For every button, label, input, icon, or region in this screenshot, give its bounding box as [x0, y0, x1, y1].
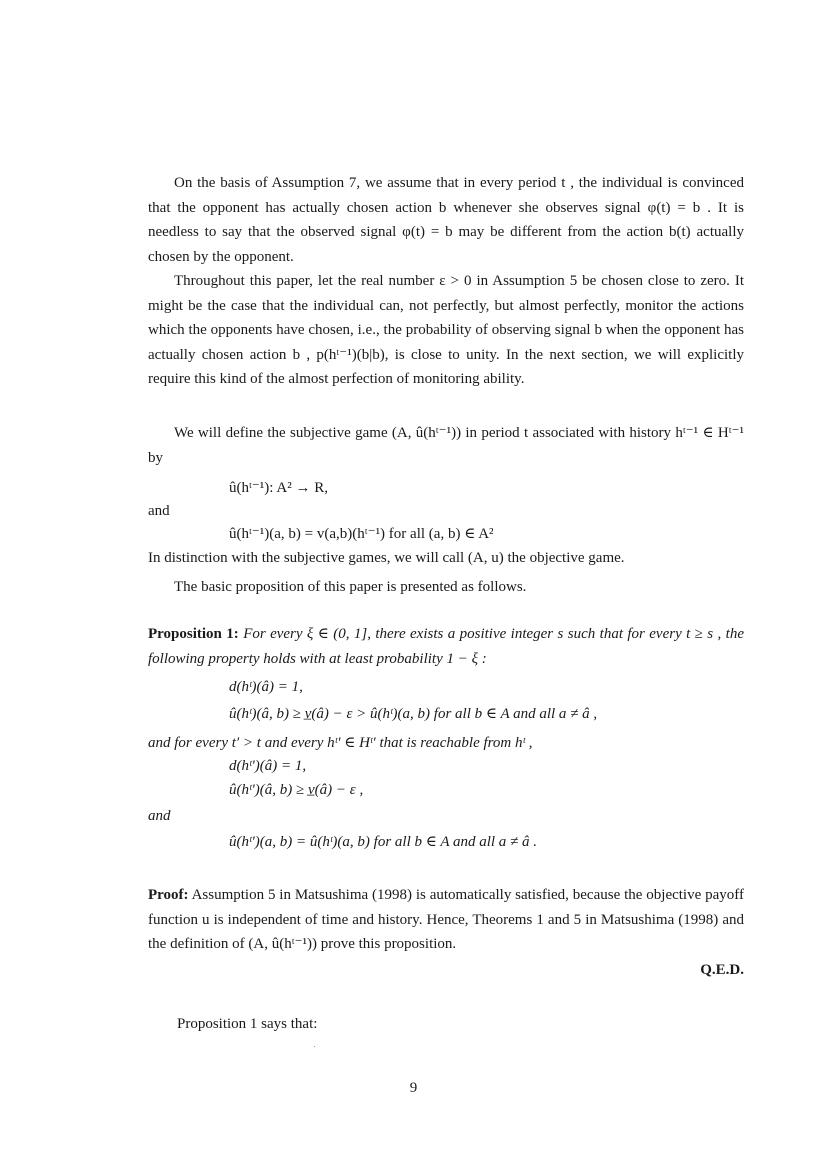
equation-utility-definition: û(hᵗ⁻¹)(a, b) = v(a,b)(hᵗ⁻¹) for all (a, b) ∈ A² [229, 526, 494, 542]
paragraph-proposition-summary: Proposition 1 says that: [177, 1016, 318, 1032]
proposition-continuation: and for every t′ > t and every hᵗ′ ∈ Hᵗ′ that is reachable from hᵗ , [148, 735, 533, 751]
proposition-equation-2: û(hᵗ)(â, b) ≥ v̲(â) − ε > û(hᵗ)(a, b) for all b ∈ A and all a ≠ â , [229, 706, 598, 722]
paragraph-assumption-7: On the basis of Assumption 7, we assume that in every period t , the individual is convinced that the opponent has actually chosen action b whenever she observes signal φ(t) = b . It is needless to say that the observed signal φ(t) = b may be different from the action b(t) actually chosen by the opponent. [148, 175, 744, 265]
paragraph-monitoring: Throughout this paper, let the real number ε > 0 in Assumption 5 be chosen close to zero. It might be the case that the individual can, not perfectly, but almost perfectly, monitor the actions which the opponents have chosen, i.e., the probability of observing signal b when the opponent has actually chosen action b , p(hᵗ⁻¹)(b|b), is close to unity. In the next section, we will explicitly require this kind of the almost perfection of monitoring ability. [148, 273, 744, 387]
proposition-and: and [148, 808, 171, 824]
paragraph-basic-proposition: The basic proposition of this paper is presented as follows. [174, 579, 527, 595]
proof-label: Proof: [148, 887, 189, 903]
proposition-equation-5: û(hᵗ′)(a, b) = û(hᵗ)(a, b) for all b ∈ A and all a ≠ â . [229, 834, 538, 850]
proof-text: Assumption 5 in Matsushima (1998) is automatically satisfied, because the objective payoff function u is independent of time and history. Hence, Theorems 1 and 5 in Matsushima (1998) and the definition of (A, û(hᵗ⁻¹)) prove this proposition. [148, 887, 744, 952]
paragraph-objective-game: In distinction with the subjective games, we will call (A, u) the objective game. [148, 550, 625, 566]
stray-mark [314, 1046, 315, 1047]
paragraph-subjective-game: We will define the subjective game (A, û(hᵗ⁻¹)) in period t associated with history hᵗ⁻¹ ∈ Hᵗ⁻¹ by [148, 425, 744, 466]
proposition-equation-4: û(hᵗ′)(â, b) ≥ v̲(â) − ε , [229, 782, 364, 798]
qed-mark: Q.E.D. [700, 962, 744, 978]
page-number: 9 [409, 1080, 418, 1096]
proposition-label: Proposition 1: [148, 626, 239, 642]
proposition-equation-3: d(hᵗ′)(â) = 1, [229, 758, 307, 774]
proof [148, 883, 744, 957]
proposition-1 [148, 622, 744, 671]
equation-utility-map: û(hᵗ⁻¹): A² → R, [229, 480, 328, 496]
proposition-statement: For every ξ ∈ (0, 1], there exists a positive integer s such that for every t ≥ s , the following property holds with at least probability 1 − ξ : [148, 626, 744, 667]
proposition-equation-1: d(hᵗ)(â) = 1, [229, 679, 303, 695]
connector-and: and [148, 503, 170, 519]
